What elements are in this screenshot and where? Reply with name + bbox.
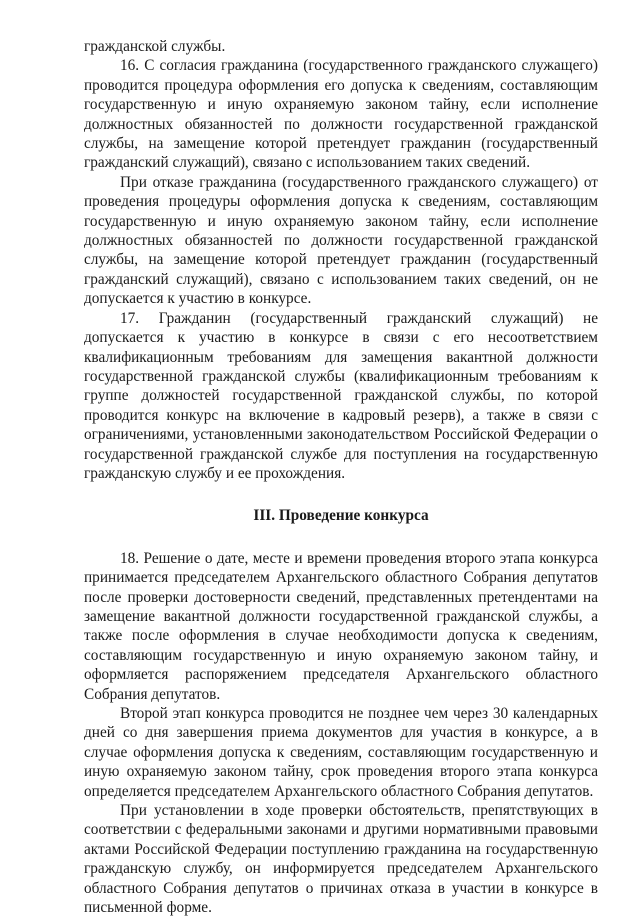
paragraph-18: 18. Решение о дате, месте и времени проведения второго этапа конкурса принимается председателем Архангельского областного Собрания депутатов после проверки достоверности сведений, представленных претендентами на замещение вакантной должности государственной гражданской службы, а также после оформления в случае необходимости допуска к сведениям, составляющим государственную и иную охраняемую законом тайну, и оформляется распоряжением председателя Архангельского областного Собрания депутатов.: [84, 549, 598, 703]
paragraph-16: 16. С согласия гражданина (государственного гражданского служащего) проводится процедура оформления его допуска к сведениям, составляющим государственную и иную охраняемую законом тайну, если исполнение должностных обязанностей по должности государственной гражданской службы, на замещение которой претендует гражданин (государственный гражданский служащий), связано с использованием таких сведений.: [84, 57, 598, 172]
section-heading: III. Проведение конкурса: [253, 507, 429, 525]
paragraph-second-stage: Второй этап конкурса проводится не позднее чем через 30 календарных дней со дня завершения приема документов для участия в конкурсе, а в случае оформления допуска к сведениям, составляющим государственную и иную охраняемую законом тайну, срок проведения второго этапа конкурса определяется председателем Архангельского областного Собрания депутатов.: [84, 705, 598, 800]
paragraph-continuation: гражданской службы.: [84, 38, 226, 55]
paragraph-circumstances: При установлении в ходе проверки обстоятельств, препятствующих в соответствии с федеральными законами и другими нормативными правовыми актами Российской Федерации поступлению гражданина на государственную гражданскую службу, он информируется председателем Архангельского областного Собрания депутатов о причинах отказа в участии в конкурсе в письменной форме.: [84, 802, 598, 917]
document-body: [84, 37, 598, 917]
paragraph-refusal: При отказе гражданина (государственного гражданского служащего) от проведения процедуры оформления допуска к сведениям, составляющим государственную и иную охраняемую законом тайну, если исполнение должностных обязанностей по должности государственной гражданской службы, на замещение которой претендует гражданин (государственный гражданский служащий), связано с использованием таких сведений, он не допускается к участию в конкурсе.: [84, 173, 598, 308]
paragraph-17: 17. Гражданин (государственный гражданский служащий) не допускается к участию в конкурсе в связи с его несоответствием квалификационным требованиям для замещения вакантной должности государственной гражданской службы (квалификационным требованиям к группе должностей государственной гражданской службы, по которой проводится конкурс на включение в кадровый резерв), а также в связи с ограничениями, установленными законодательством Российской Федерации о государственной гражданской службе для поступления на государственную гражданскую службу и ее прохождения.: [84, 309, 598, 482]
